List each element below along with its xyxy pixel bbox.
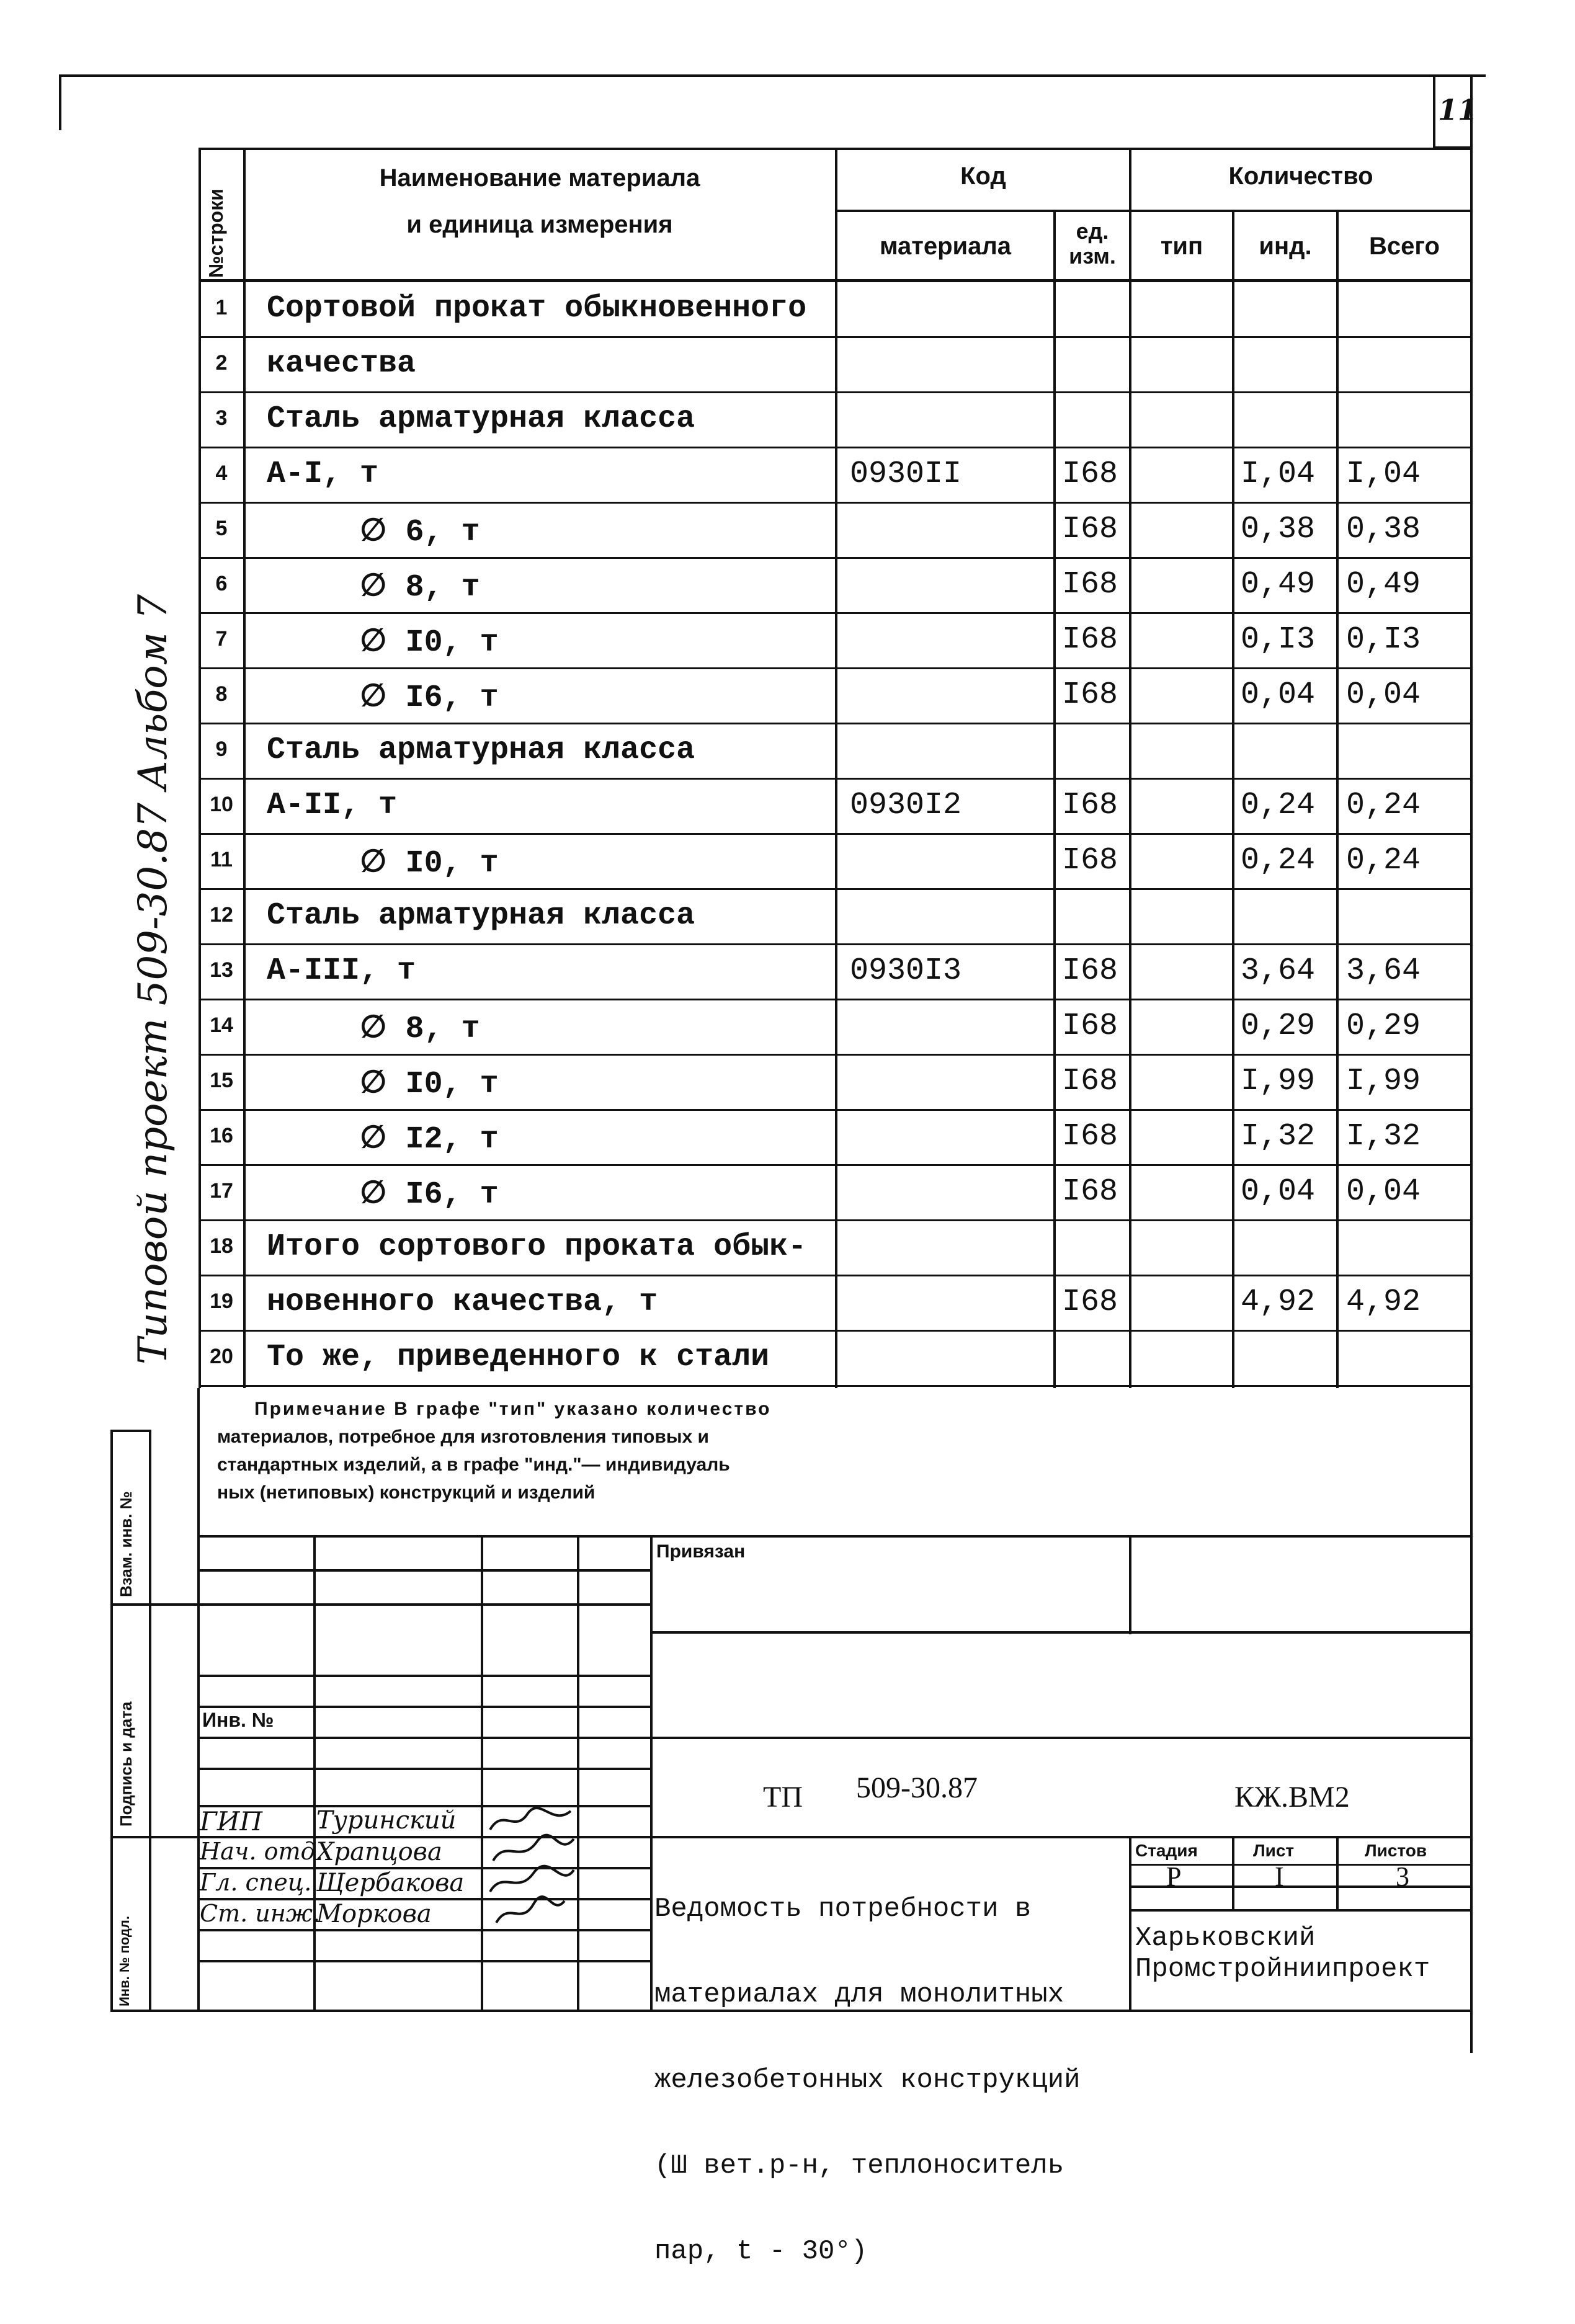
row-divider	[199, 612, 1473, 614]
row-number: 16	[210, 1124, 233, 1147]
row-number: 5	[215, 517, 228, 540]
side-note: Типовой проект 509-30.87 Альбом 7	[130, 594, 176, 1365]
note-line3: стандартных изделий, а в графе "инд."— индивидуаль	[217, 1454, 730, 1475]
name-1: Туринский	[316, 1806, 457, 1835]
qty-total: 0,24	[1346, 788, 1421, 823]
org-line2: Промстройниипроект	[1135, 1954, 1430, 1985]
row-divider	[199, 391, 1473, 393]
stage-label: Стадия	[1135, 1841, 1198, 1860]
row-number: 2	[215, 351, 228, 375]
qty-ind: 0,24	[1241, 843, 1316, 878]
qty-ind: 0,04	[1241, 677, 1316, 713]
material-code: 0930I2	[850, 788, 962, 823]
material-name: ∅ I0, т	[360, 846, 499, 881]
header-material: материала	[879, 233, 1012, 260]
material-name: ∅ 8, т	[360, 570, 480, 605]
qty-total: I,04	[1346, 456, 1421, 492]
vzam-label: Взам. инв. №	[117, 1491, 135, 1597]
material-name: Сталь арматурная класса	[267, 732, 695, 768]
doc-title-line2: материалах для монолитных	[654, 1979, 1064, 2010]
row-number: 13	[210, 958, 233, 982]
material-name: А-III, т	[267, 953, 416, 989]
doc-number: 509-30.87	[856, 1771, 978, 1804]
row-divider	[199, 1330, 1473, 1332]
material-name: Сталь арматурная класса	[267, 401, 695, 437]
header-quantity: Количество	[1228, 163, 1373, 190]
page-number: 11	[1438, 93, 1478, 127]
qty-total: 0,49	[1346, 567, 1421, 602]
sheet-label: Лист	[1253, 1841, 1295, 1860]
qty-total: 0,I3	[1346, 622, 1421, 657]
qty-ind: 0,04	[1241, 1174, 1316, 1209]
podpis-label: Подпись и дата	[117, 1701, 135, 1827]
row-divider	[199, 336, 1473, 338]
row-number: 17	[210, 1179, 233, 1203]
unit-code: I68	[1062, 1064, 1118, 1099]
row-number: 4	[215, 461, 228, 485]
unit-code: I68	[1062, 622, 1118, 657]
row-number: 11	[210, 848, 233, 871]
material-name: Итого сортового проката обык-	[267, 1229, 807, 1265]
doc-title-line5: пар, t - 30°)	[654, 2236, 868, 2267]
row-divider	[199, 502, 1473, 504]
role-2: Нач. отд.	[200, 1838, 323, 1865]
material-name: качества	[267, 346, 416, 381]
unit-code: I68	[1062, 456, 1118, 492]
role-3: Гл. спец.	[200, 1869, 312, 1896]
note-line1: Примечание В графе "тип" указано количество	[254, 1399, 772, 1419]
unit-code: I68	[1062, 843, 1118, 878]
note-line4: ных (нетиповых) конструкций и изделий	[217, 1482, 596, 1503]
material-name: ∅ I6, т	[360, 1177, 499, 1213]
unit-code: I68	[1062, 1174, 1118, 1209]
signatures	[484, 1802, 577, 1929]
sheets-label: Листов	[1365, 1841, 1427, 1860]
org-line1: Харьковский	[1135, 1923, 1316, 1954]
qty-ind: 0,24	[1241, 788, 1316, 823]
qty-ind: 4,92	[1241, 1284, 1316, 1320]
qty-ind: 0,29	[1241, 1008, 1316, 1044]
doc-title	[654, 1838, 1081, 2323]
privyazan-label: Привязан	[656, 1541, 746, 1562]
role-4: Ст. инж.	[200, 1900, 321, 1927]
header-name-line2: и единица измерения	[406, 211, 673, 238]
row-number: 18	[210, 1234, 233, 1258]
row-divider	[199, 778, 1473, 780]
row-divider	[199, 1219, 1473, 1221]
material-name: ∅ I0, т	[360, 1067, 499, 1102]
qty-total: 0,38	[1346, 512, 1421, 547]
unit-code: I68	[1062, 1284, 1118, 1320]
row-divider	[199, 999, 1473, 1000]
unit-code: I68	[1062, 1008, 1118, 1044]
row-number: 6	[215, 572, 228, 595]
material-name: Сталь арматурная класса	[267, 898, 695, 933]
row-number: 12	[210, 903, 233, 927]
row-number: 14	[210, 1013, 233, 1037]
row-divider	[199, 1164, 1473, 1166]
row-number: 19	[210, 1289, 233, 1313]
note-line2: материалов, потребное для изготовления типовых и	[217, 1427, 709, 1447]
header-row-no: №строки	[205, 189, 227, 278]
material-name: Сортовой прокат обыкновенного	[267, 291, 807, 326]
row-divider	[199, 1385, 1473, 1387]
doc-code: ТП	[763, 1781, 803, 1814]
material-name: То же, приведенного к стали	[267, 1340, 770, 1375]
header-unit-1: ед.	[1076, 218, 1109, 244]
header-name-line1: Наименование материала	[379, 164, 700, 192]
unit-code: I68	[1062, 1119, 1118, 1154]
row-number: 1	[215, 296, 228, 319]
material-name: новенного качества, т	[267, 1284, 658, 1320]
qty-ind: 0,38	[1241, 512, 1316, 547]
row-divider	[199, 1054, 1473, 1056]
row-divider	[199, 723, 1473, 724]
doc-mark: КЖ.ВМ2	[1234, 1781, 1350, 1814]
sheets-value: 3	[1396, 1861, 1409, 1892]
doc-title-line4: (Ш вет.р-н, теплоноситель	[654, 2150, 1064, 2181]
material-code: 0930II	[850, 456, 962, 492]
header-type: тип	[1160, 233, 1203, 260]
name-3: Щербакова	[316, 1869, 465, 1897]
unit-code: I68	[1062, 512, 1118, 547]
unit-code: I68	[1062, 788, 1118, 823]
doc-title-line3: железобетонных конструкций	[654, 2065, 1081, 2096]
header-code: Код	[960, 163, 1006, 190]
material-name: А-II, т	[267, 788, 398, 823]
row-number: 3	[215, 406, 228, 430]
row-divider	[199, 557, 1473, 559]
unit-code: I68	[1062, 953, 1118, 989]
qty-total: 3,64	[1346, 953, 1421, 989]
material-name: ∅ I2, т	[360, 1122, 499, 1157]
role-1: ГИП	[200, 1806, 263, 1836]
sheet-value: I	[1275, 1861, 1284, 1892]
row-divider	[199, 1275, 1473, 1276]
row-divider	[199, 667, 1473, 669]
inv-podl-label: Инв. № подл.	[117, 1916, 132, 2006]
header-total: Всего	[1369, 233, 1440, 260]
row-divider	[199, 888, 1473, 890]
qty-ind: 0,49	[1241, 567, 1316, 602]
qty-ind: 0,I3	[1241, 622, 1316, 657]
header-unit-2: изм.	[1069, 243, 1116, 269]
material-name: ∅ I6, т	[360, 680, 499, 716]
qty-total: 0,04	[1346, 677, 1421, 713]
row-number: 7	[215, 627, 228, 651]
qty-total: I,99	[1346, 1064, 1421, 1099]
row-number: 9	[215, 737, 228, 761]
qty-ind: I,32	[1241, 1119, 1316, 1154]
row-number: 8	[215, 682, 228, 706]
qty-ind: I,99	[1241, 1064, 1316, 1099]
material-name: А-I, т	[267, 456, 379, 492]
unit-code: I68	[1062, 677, 1118, 713]
material-name: ∅ I0, т	[360, 625, 499, 661]
qty-ind: 3,64	[1241, 953, 1316, 989]
qty-total: 4,92	[1346, 1284, 1421, 1320]
row-divider	[199, 447, 1473, 448]
unit-code: I68	[1062, 567, 1118, 602]
row-number: 15	[210, 1069, 233, 1092]
qty-total: 0,04	[1346, 1174, 1421, 1209]
row-number: 10	[210, 793, 233, 816]
doc-title-line1: Ведомость потребности в	[654, 1894, 1032, 1925]
name-2: Храпцова	[316, 1838, 442, 1866]
qty-total: 0,24	[1346, 843, 1421, 878]
qty-total: I,32	[1346, 1119, 1421, 1154]
header-ind: инд.	[1259, 233, 1312, 260]
material-name: ∅ 6, т	[360, 515, 480, 550]
material-code: 0930I3	[850, 953, 962, 989]
row-divider	[199, 833, 1473, 835]
qty-ind: I,04	[1241, 456, 1316, 492]
qty-total: 0,29	[1346, 1008, 1421, 1044]
row-divider	[199, 1109, 1473, 1111]
row-divider	[199, 943, 1473, 945]
inv-no-label: Инв. №	[202, 1709, 274, 1731]
material-name: ∅ 8, т	[360, 1012, 480, 1047]
row-number: 20	[210, 1345, 233, 1368]
stage-value: Р	[1166, 1861, 1182, 1892]
name-4: Моркова	[316, 1900, 432, 1928]
